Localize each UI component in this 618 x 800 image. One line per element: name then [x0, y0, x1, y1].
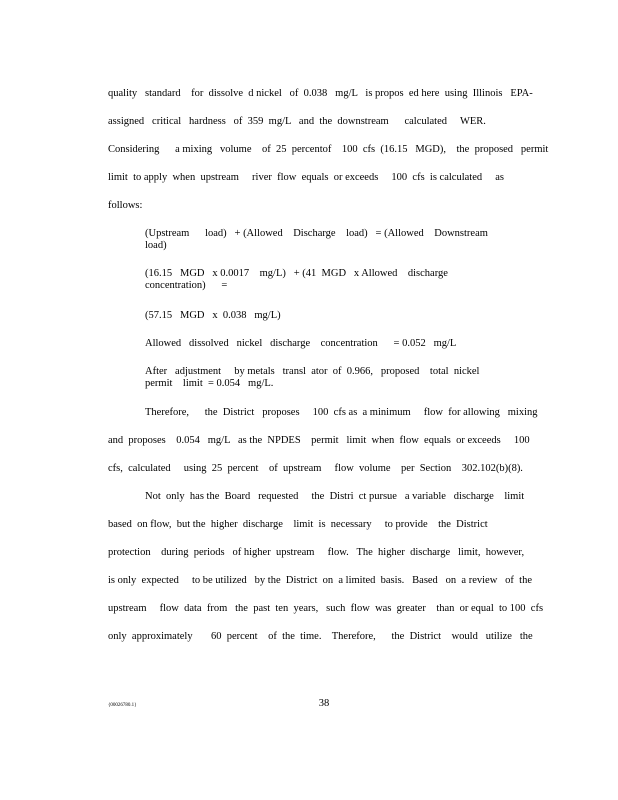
- body-line: Not only has the Board requested the Distri ct pursue a variable discharge limit: [145, 491, 525, 502]
- document-id: {00026780.1}: [108, 703, 137, 708]
- page-number: 38: [318, 698, 330, 709]
- body-line: upstream flow data from the past ten years, such flow was greater than or equal to 100 cfs: [108, 603, 544, 614]
- equation-line: Allowed dissolved nickel discharge concentration = 0.052 mg/L: [145, 338, 457, 349]
- body-line: only approximately 60 percent of the time. Therefore, the District would utilize the: [108, 631, 533, 642]
- equation-line: (57.15 MGD x 0.038 mg/L): [145, 310, 281, 321]
- body-line: limit to apply when upstream river flow equals or exceeds 100 cfs is calculated as: [108, 172, 504, 183]
- body-line: follows:: [108, 200, 143, 211]
- equation-line: (Upstream load) + (Allowed Discharge load) = (Allowed Downstream: [145, 228, 488, 239]
- body-line: based on flow, but the higher discharge limit is necessary to provide the District: [108, 519, 488, 530]
- body-line: Therefore, the District proposes 100 cfs as a minimum flow for allowing mixing: [145, 407, 538, 418]
- body-line: cfs, calculated using 25 percent of upstream flow volume per Section 302.102(b)(8).: [108, 463, 523, 474]
- body-line: and proposes 0.054 mg/L as the NPDES permit limit when flow equals or exceeds 100: [108, 435, 530, 446]
- body-line: protection during periods of higher upstream flow. The higher discharge limit, however,: [108, 547, 525, 558]
- equation-line: After adjustment by metals transl ator of 0.966, proposed total nickel: [145, 366, 480, 377]
- equation-line: (16.15 MGD x 0.0017 mg/L) + (41 MGD x Allowed discharge: [145, 268, 448, 279]
- body-line: Considering a mixing volume of 25 percentof 100 cfs (16.15 MGD), the proposed permit: [108, 144, 549, 155]
- body-line: quality standard for dissolve d nickel of 0.038 mg/L is propos ed here using Illinois EPA-: [108, 88, 533, 99]
- body-line: is only expected to be utilized by the District on a limited basis. Based on a review of the: [108, 575, 532, 586]
- equation-line: permit limit = 0.054 mg/L.: [145, 378, 274, 389]
- equation-line: concentration) =: [145, 280, 228, 291]
- body-line: assigned critical hardness of 359 mg/L and the downstream calculated WER.: [108, 116, 486, 127]
- equation-line: load): [145, 240, 167, 251]
